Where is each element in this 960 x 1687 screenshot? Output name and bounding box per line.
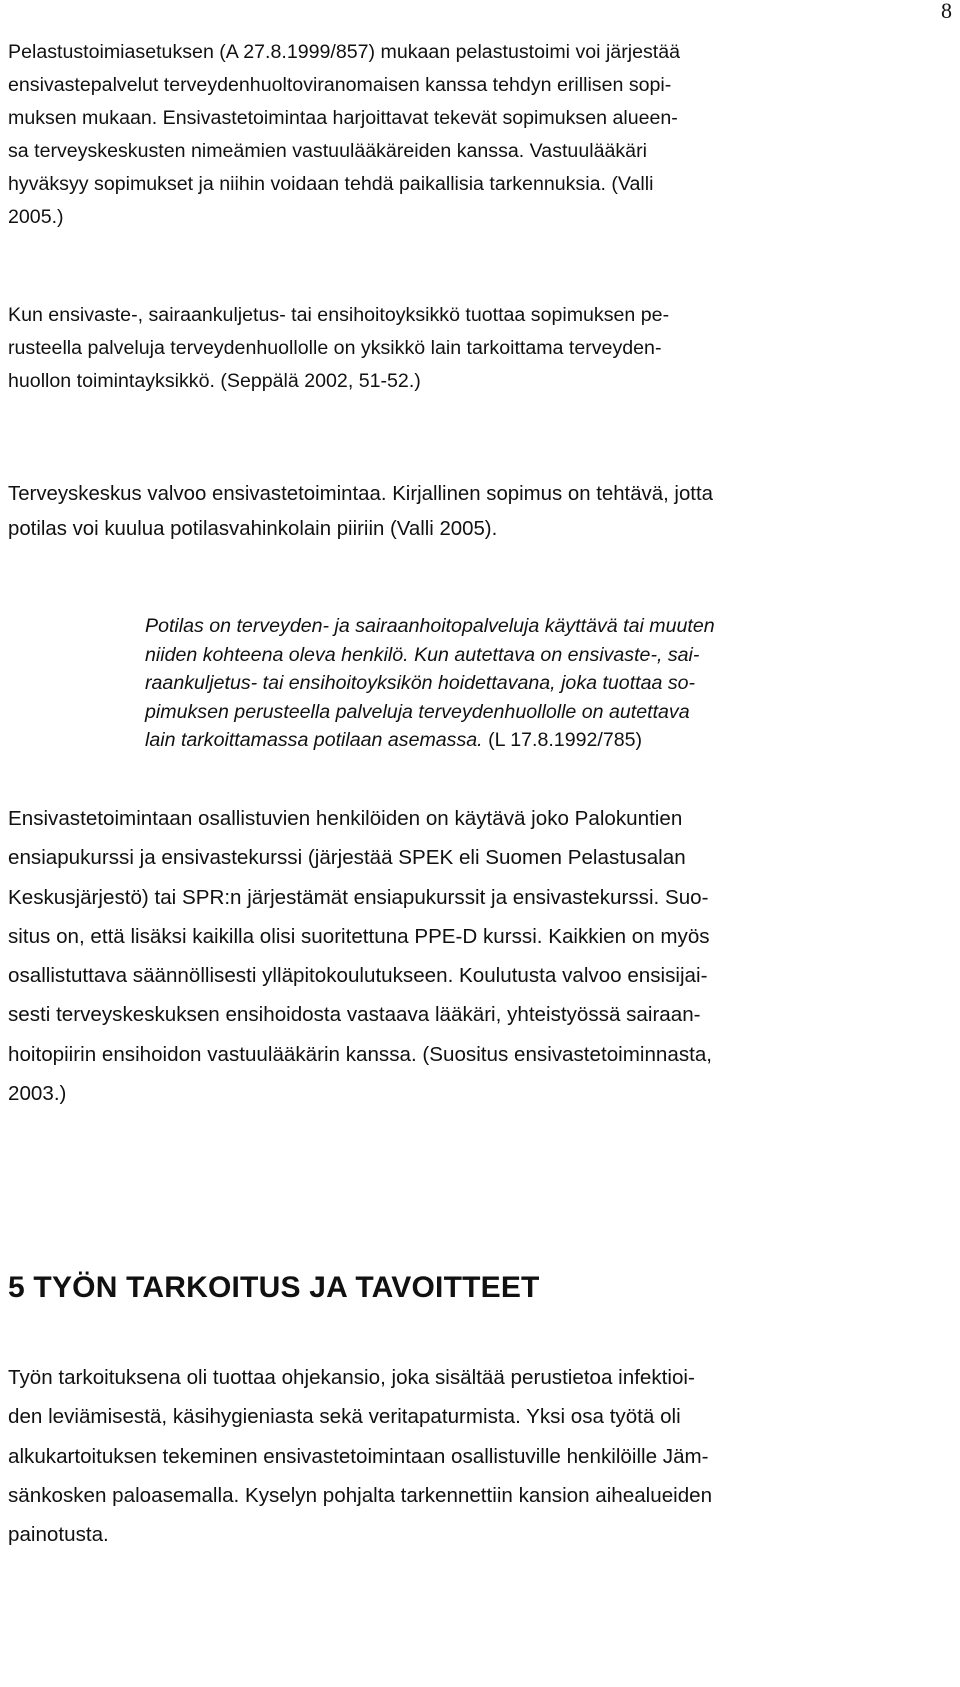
text-line: huollon toimintayksikkö. (Seppälä 2002, 51-52.) [8, 370, 421, 392]
text-line: Pelastustoimiasetuksen (A 27.8.1999/857) mukaan pelastustoimi voi järjestää [8, 41, 681, 63]
quote-text: lain tarkoittamassa potilaan asemassa. [145, 729, 483, 751]
text-line: rusteella palveluja terveydenhuollolle on yksikkö lain tarkoittama terveyden- [8, 337, 662, 359]
text-line: sesti terveyskeskuksen ensihoidosta vastaava lääkäri, yhteistyössä sairaan- [8, 1003, 701, 1027]
text-line: 2005.) [8, 206, 64, 228]
text-line: Ensivastetoimintaan osallistuvien henkilöiden on käytävä joko Palokuntien [8, 807, 683, 830]
block-quote [145, 612, 715, 755]
text-line: Terveyskeskus valvoo ensivastetoimintaa. Kirjallinen sopimus on tehtävä, jotta [8, 483, 713, 505]
text-line: Työn tarkoituksena oli tuottaa ohjekansio, joka sisältää perustietoa infektioi- [8, 1366, 695, 1389]
quote-line: niiden kohteena oleva henkilö. Kun autettava on ensivaste-, sai- [145, 643, 700, 666]
quote-reference: (L 17.8.1992/785) [488, 729, 643, 751]
quote-line: pimuksen perusteella palveluja terveydenhuollolle on autettava [145, 700, 690, 723]
text-line: potilas voi kuulua potilasvahinkolain piiriin (Valli 2005). [8, 517, 498, 540]
paragraph-operating-unit [8, 299, 669, 398]
paragraph-training [8, 799, 712, 1113]
section-heading: 5 TYÖN TARKOITUS JA TAVOITTEET [8, 1271, 540, 1304]
text-line: den leviämisestä, käsihygieniasta sekä veritapaturmista. Yksi osa työtä oli [8, 1405, 681, 1429]
text-line: sänkosken paloasemalla. Kyselyn pohjalta tarkennettiin kansion aihealueiden [8, 1483, 713, 1507]
text-line: 2003.) [8, 1082, 67, 1106]
text-line: osallistuttava säännöllisesti ylläpitokoulutukseen. Koulutusta valvoo ensisijai- [8, 964, 708, 988]
text-line: Kun ensivaste-, sairaankuljetus- tai ensihoitoyksikkö tuottaa sopimuksen pe- [8, 304, 670, 326]
quote-line [145, 726, 715, 755]
text-line: muksen mukaan. Ensivastetoimintaa harjoittavat tekevät sopimuksen alueen- [8, 107, 678, 129]
quote-line: Potilas on terveyden- ja sairaanhoitopalveluja käyttävä tai muuten [145, 615, 715, 637]
text-line: painotusta. [8, 1523, 109, 1547]
paragraph-purpose [8, 1358, 712, 1554]
paragraph-supervision [8, 477, 713, 546]
page-number: 8 [941, 0, 952, 23]
text-line: Keskusjärjestö) tai SPR:n järjestämät ensiapukurssit ja ensivastekurssi. Suo- [8, 885, 709, 909]
text-line: hoitopiirin ensihoidon vastuulääkärin kanssa. (Suositus ensivastetoiminnasta, [8, 1042, 713, 1066]
text-line: alkukartoituksen tekeminen ensivastetoimintaan osallistuville henkilöille Jäm- [8, 1444, 709, 1468]
text-line: ensiapukurssi ja ensivastekurssi (järjestää SPEK eli Suomen Pelastusalan [8, 846, 686, 870]
paragraph-legislation [8, 36, 680, 234]
text-line: hyväksyy sopimukset ja niihin voidaan tehdä paikallisia tarkennuksia. (Valli [8, 173, 654, 195]
quote-line: raankuljetus- tai ensihoitoyksikön hoidettavana, joka tuottaa so- [145, 672, 696, 694]
text-line: situs on, että lisäksi kaikilla olisi suoritettuna PPE-D kurssi. Kaikkien on myös [8, 924, 710, 948]
text-line: ensivastepalvelut terveydenhuoltoviranomaisen kanssa tehdyn erillisen sopi- [8, 74, 672, 96]
text-line: sa terveyskeskusten nimeämien vastuulääkäreiden kanssa. Vastuulääkäri [8, 140, 647, 162]
